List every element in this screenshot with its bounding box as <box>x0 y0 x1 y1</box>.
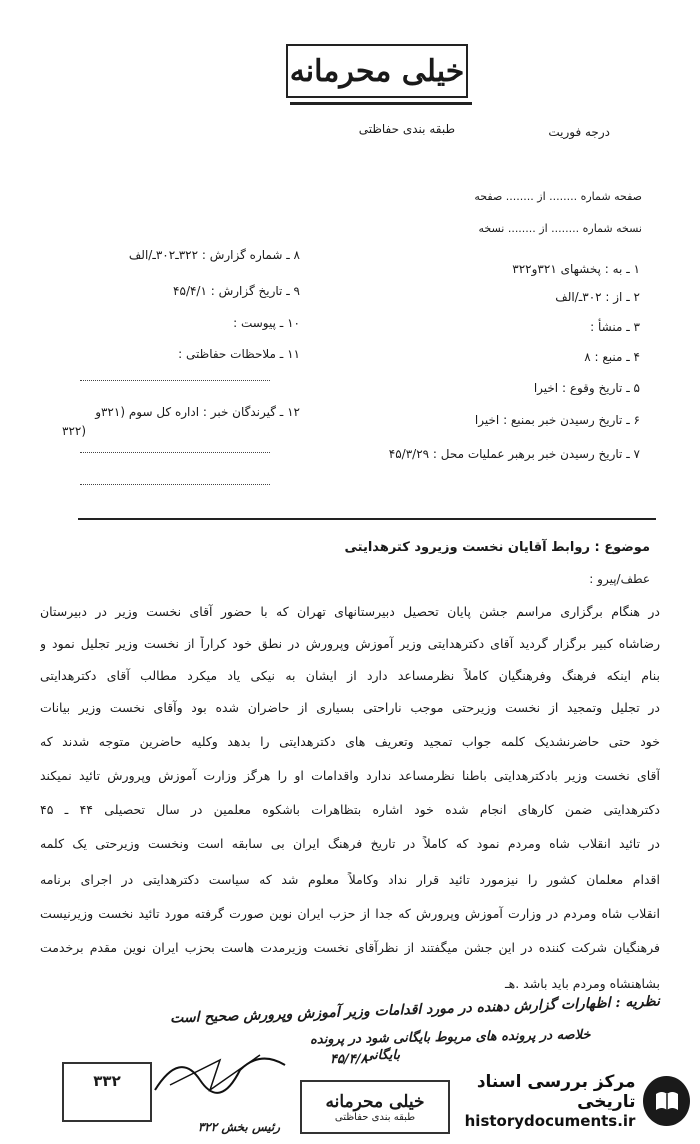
attachment-field: ۱۰ ـ پیوست : <box>233 316 300 330</box>
recipients-field: ۱۲ ـ گیرندگان خبر : اداره کل سوم (۳۲۱و <box>95 405 300 419</box>
page-number-field: صفحه شماره ........ از ........ صفحه <box>474 190 642 203</box>
watermark-name-fa: مرکز بررسی اسناد تاریخی <box>476 1072 636 1112</box>
body-line: آقای نخست وزیر بادکترهدایتی باطنا نظرمساعد ندارد واقدامات او را هرگز وزارت آموزش وپرورش تائید نمیکند <box>40 768 660 783</box>
blank-line <box>80 452 270 453</box>
receipt-date-source-field: ۶ ـ تاریخ رسیدن خبر بمنبع : اخیرا <box>474 413 640 427</box>
body-line: فرهنگیان شرکت کننده در این جشن میگفتند از نظرآقای نخست وزیرمدت هاست بحزب ایران نوین مقدم برخدمت <box>40 940 660 955</box>
origin-field: ۳ ـ منشأ : <box>590 320 640 334</box>
report-date-field: ۹ ـ تاریخ گزارش : ۴۵/۴/۱ <box>173 284 300 298</box>
remarks-field: ۱۱ ـ ملاحظات حفاظتی : <box>178 347 300 361</box>
body-line: در تائید انقلاب شاه ومردم نمود که کاملاً در تاریخ فرهنگ ایران بی سابقه است ونخست وزیرحتی یک کلمه <box>40 836 660 851</box>
archive-note: بایگانی <box>363 1048 400 1063</box>
event-date-field: ۵ ـ تاریخ وقوع : اخیرا <box>533 381 640 395</box>
blank-line <box>80 484 270 485</box>
body-line: دکترهدایتی ضمن کارهای انجام شده خود اشاره بتظاهرات باشکوه معلمین در سال تحصیلی ۴۴ ـ ۴۵ <box>40 802 660 817</box>
number-box-stamp <box>62 1062 152 1122</box>
body-line: خود حتی حاضرنشدیک کلمه جواب تمجید وتعریف های دکترهدایتی را بدهد وکلیه حاضرین متوجه شدند که <box>40 734 660 749</box>
subject-line: موضوع : روابط آقایان نخست وزیرود کترهدایتی <box>344 540 650 555</box>
signature-scribble-icon <box>150 1040 290 1100</box>
priority-label: درجه فوریت <box>548 125 610 139</box>
body-line-last: بشاهنشاه ومردم باید باشد .هـ <box>504 976 660 991</box>
from-field: ۲ ـ از : ۳۰۲ـ/الف <box>555 290 640 304</box>
body-line: انقلاب شاه ومردم در وزارت آموزش وپرورش که جدا از حزب ایران نوین صورت گرفته مورد تائید نخست وزیرنیست <box>40 906 660 921</box>
section-divider <box>78 518 656 520</box>
footer-stamp-subtitle: طبقه بندی حفاظتی <box>334 1111 416 1123</box>
body-line: رضاشاه کبیر برگزار گردید آقای دکترهدایتی وزیر آموزش وپرورش در نطق خود کراراً از نخست وزیر تجلیل نمود و <box>40 636 660 651</box>
handwritten-note: خلاصه در پرونده های مربوط بایگانی شود در پرونده <box>309 1027 591 1048</box>
recipients-cont-field: ۳۲۲) <box>62 424 87 438</box>
book-logo-icon <box>643 1076 690 1126</box>
classification-stamp: خیلی محرمانه <box>286 44 468 98</box>
reference-line: عطف/پیرو : <box>589 572 650 586</box>
watermark <box>428 1066 690 1136</box>
source-field: ۴ ـ منبع : ۸ <box>584 350 640 364</box>
body-line: اقدام معلمان کشور را نیزمورد تائید قرار نداد وکاملاً معلوم شد که سیاست دکترهدایتی در اجرای برنامه <box>40 872 660 887</box>
stamp-underline <box>290 96 472 105</box>
body-line: در هنگام برگزاری مراسم جشن پایان تحصیل دبیرستانهای تهران که با حضور آقای نخست وزیر در دبیرستان <box>40 604 660 619</box>
footer-stamp-title: خیلی محرمانه <box>325 1091 425 1112</box>
body-line: بنام اینکه فرهنگ وفرهنگیان کاملاً نظرمساعد دارد از ایشان به نیکی یاد میکرد مطالب آقای دکترهدایتی <box>40 668 660 683</box>
copy-number-field: نسخه شماره ........ از ........ نسخه <box>478 222 642 235</box>
report-number-field: ۸ ـ شماره گزارش : ۳۲۲ـ۳۰۲ـ/الف <box>128 248 300 262</box>
handwritten-note: نظریه : اظهارات گزارش دهنده در مورد اقدامات وزیر آموزش وپرورش صحیح است <box>169 993 661 1027</box>
number-box-value: ۳۳۲ <box>93 1072 121 1090</box>
watermark-name-en: historydocuments.ir <box>464 1112 636 1130</box>
receipt-date-ops-field: ۷ ـ تاریخ رسیدن خبر برهبر عملیات محل : ۴۵/۳/۲۹ <box>388 447 640 461</box>
body-line: در تجلیل وتمجید از نخست وزیرحتی موجب ناراحتی بسیاری از حاضران شده بود وآقای نخست وزیر بیانات <box>40 700 660 715</box>
to-field: ۱ ـ به : پخشهای ۳۲۱و۳۲۲ <box>512 262 640 276</box>
handwritten-date: ۴۵/۴/۸ <box>330 1052 368 1067</box>
classification-label: طبقه بندی حفاظتی <box>358 122 455 136</box>
signature-label: رئیس بخش ۳۲۲ <box>197 1120 280 1134</box>
blank-line <box>80 380 270 381</box>
